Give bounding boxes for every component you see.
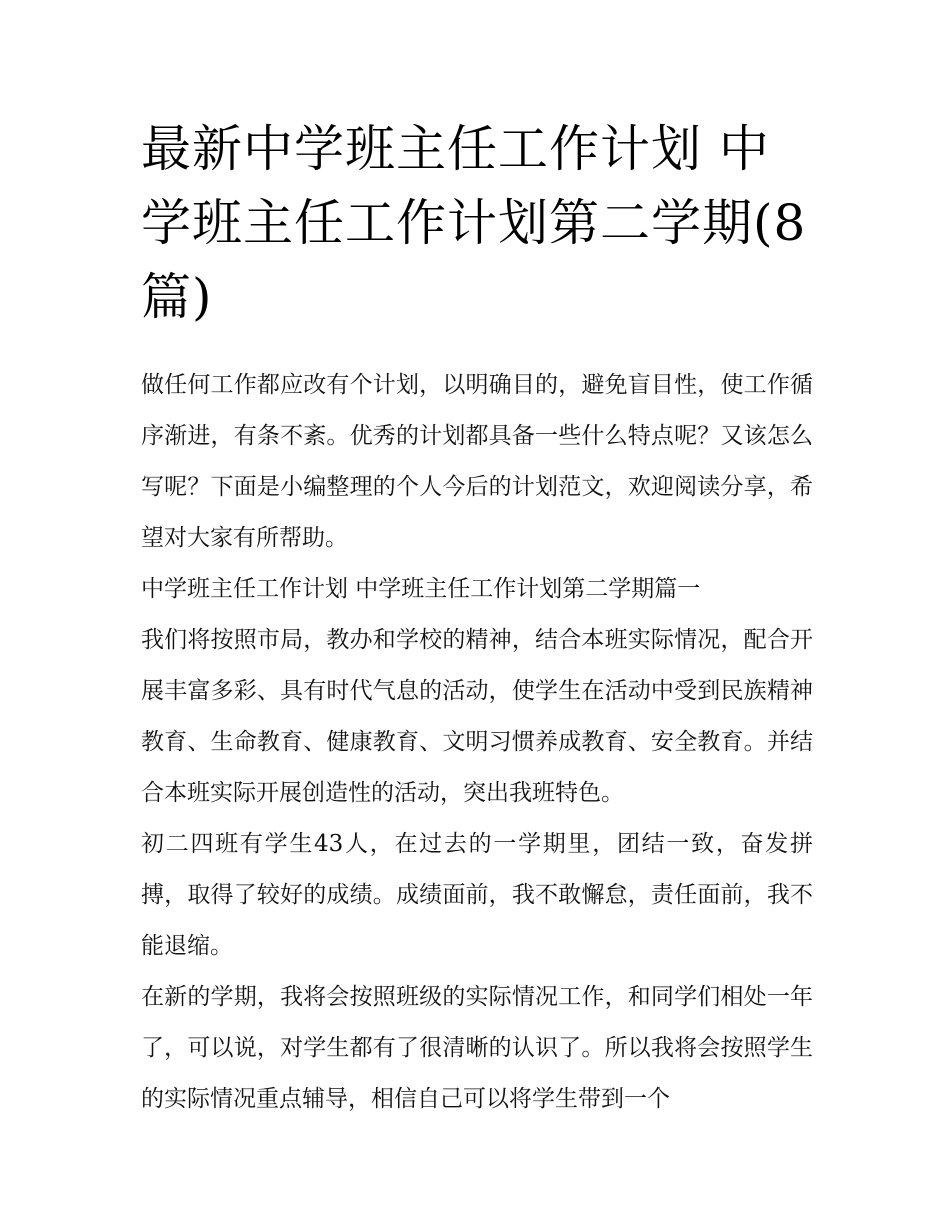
intro-paragraph: 做任何工作都应改有个计划，以明确目的，避免盲目性，使工作循序渐进，有条不紊。优秀的计划都具备一些什么特点呢？又该怎么写呢？下面是小编整理的个人今后的计划范文，欢迎阅读分享，希望对大家有所帮助。 (141, 372, 813, 551)
body-paragraph: 在新的学期，我将会按照班级的实际情况工作，和同学们相处一年了，可以说，对学生都有了很清晰的认识了。所以我将会按照学生的实际情况重点辅导，相信自己可以将学生带到一个 (141, 984, 813, 1112)
body-paragraph: 初二四班有学生43人，在过去的一学期里，团结一致，奋发拼搏，取得了较好的成绩。成绩面前，我不敢懈怠，责任面前，我不能退缩。 (141, 831, 813, 959)
document-page (141, 112, 813, 1125)
document-title: 最新中学班主任工作计划 中学班主任工作计划第二学期(8篇) (141, 120, 807, 326)
section-heading: 中学班主任工作计划 中学班主任工作计划第二学期篇一 (141, 576, 701, 602)
body-paragraph: 我们将按照市局，教办和学校的精神，结合本班实际情况，配合开展丰富多彩、具有时代气息的活动，使学生在活动中受到民族精神教育、生命教育、健康教育、文明习惯养成教育、安全教育。并结合本班实际开展创造性的活动，突出我班特色。 (141, 627, 813, 806)
